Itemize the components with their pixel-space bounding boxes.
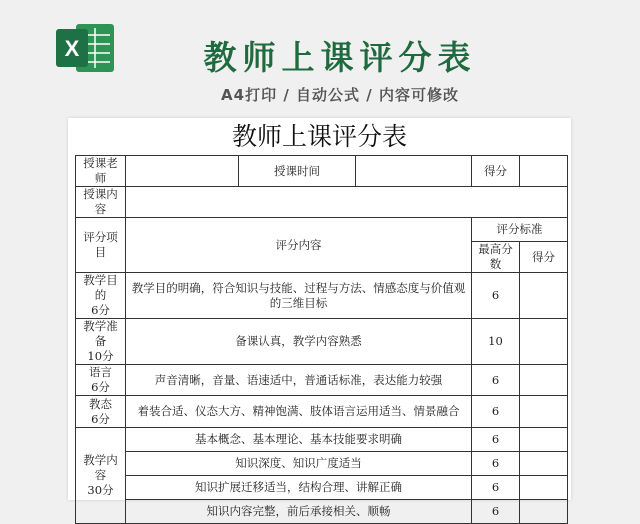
max-header: 最高分数 bbox=[472, 242, 520, 273]
score-cell[interactable] bbox=[520, 156, 568, 187]
standard-header: 评分标准 bbox=[472, 218, 568, 242]
excel-logo-icon bbox=[54, 20, 116, 76]
max-cell: 6 bbox=[472, 428, 520, 452]
item-cell: 教学准备 10分 bbox=[76, 319, 126, 365]
item-cell: 语言 6分 bbox=[76, 365, 126, 396]
criteria-cell: 声音清晰，音量、语速适中，普通话标准，表达能力较强 bbox=[126, 365, 472, 396]
page-header bbox=[0, 0, 640, 115]
content-label: 授课内容 bbox=[76, 187, 126, 218]
score-input-cell[interactable] bbox=[520, 476, 568, 500]
item-cell: 教学目的 6分 bbox=[76, 273, 126, 319]
max-cell: 6 bbox=[472, 452, 520, 476]
content-header: 评分内容 bbox=[126, 218, 472, 273]
criteria-cell: 知识扩展迁移适当，结构合理、讲解正确 bbox=[126, 476, 472, 500]
table-row bbox=[76, 428, 568, 452]
max-cell: 6 bbox=[472, 365, 520, 396]
criteria-cell: 备课认真，教学内容熟悉 bbox=[126, 319, 472, 365]
score-table bbox=[75, 155, 568, 524]
score-input-cell[interactable] bbox=[520, 500, 568, 524]
max-cell: 6 bbox=[472, 476, 520, 500]
item-cell: 教态 6分 bbox=[76, 396, 126, 428]
sheet-title: 教师上课评分表 bbox=[231, 122, 407, 151]
criteria-cell: 教学目的明确，符合知识与技能、过程与方法、情感态度与价值观的三维目标 bbox=[126, 273, 472, 319]
criteria-cell: 知识深度、知识广度适当 bbox=[126, 452, 472, 476]
score-header: 得分 bbox=[520, 242, 568, 273]
table-row bbox=[76, 500, 568, 524]
max-cell: 6 bbox=[472, 396, 520, 428]
page-subtitle: A4打印 / 自动公式 / 内容可修改 bbox=[221, 86, 459, 104]
table-row bbox=[76, 319, 568, 365]
teacher-label: 授课老师 bbox=[76, 156, 126, 187]
table-row bbox=[76, 396, 568, 428]
max-cell: 6 bbox=[472, 273, 520, 319]
content-cell[interactable] bbox=[126, 187, 568, 218]
score-label: 得分 bbox=[472, 156, 520, 187]
table-row bbox=[76, 452, 568, 476]
info-row-1 bbox=[76, 156, 568, 187]
page-title: 教师上课评分表 bbox=[203, 38, 477, 77]
score-input-cell[interactable] bbox=[520, 365, 568, 396]
logo-letter: X bbox=[64, 36, 80, 61]
item-cell: 教学内容 30分 bbox=[76, 428, 126, 524]
criteria-cell: 知识内容完整，前后承接相关、顺畅 bbox=[126, 500, 472, 524]
score-input-cell[interactable] bbox=[520, 428, 568, 452]
column-header-row bbox=[76, 218, 568, 242]
time-label: 授课时间 bbox=[239, 156, 356, 187]
score-input-cell[interactable] bbox=[520, 396, 568, 428]
score-input-cell[interactable] bbox=[520, 319, 568, 365]
info-row-2 bbox=[76, 187, 568, 218]
time-cell[interactable] bbox=[356, 156, 472, 187]
score-sheet bbox=[68, 118, 571, 518]
teacher-cell[interactable] bbox=[126, 156, 239, 187]
item-header: 评分项目 bbox=[76, 218, 126, 273]
score-input-cell[interactable] bbox=[520, 452, 568, 476]
table-row bbox=[76, 273, 568, 319]
max-cell: 6 bbox=[472, 500, 520, 524]
table-row bbox=[76, 476, 568, 500]
criteria-cell: 基本概念、基本理论、基本技能要求明确 bbox=[126, 428, 472, 452]
criteria-cell: 着装合适、仪态大方、精神饱满、肢体语言运用适当、情景融合 bbox=[126, 396, 472, 428]
score-input-cell[interactable] bbox=[520, 273, 568, 319]
table-row bbox=[76, 365, 568, 396]
max-cell: 10 bbox=[472, 319, 520, 365]
